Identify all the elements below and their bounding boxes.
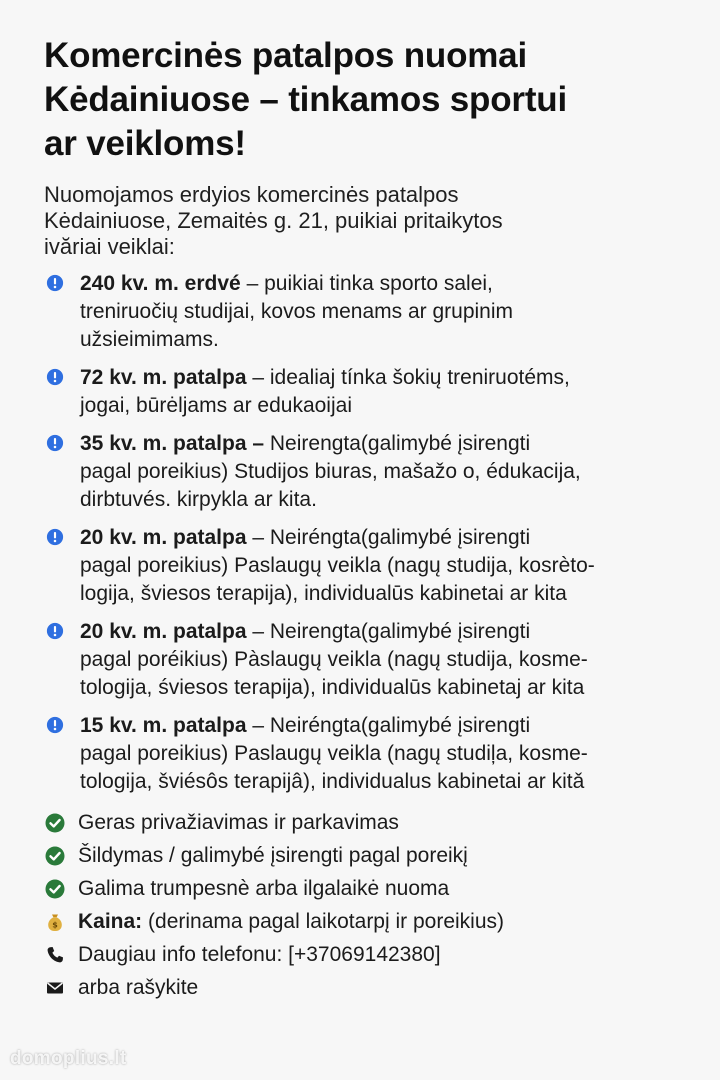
price-text (78, 910, 504, 934)
info-icon (44, 368, 66, 386)
features-list (44, 806, 696, 1004)
check-icon (44, 813, 66, 833)
unit-text: – idealiaj tínka šokių treniruotéms, (246, 366, 570, 389)
unit-description (80, 430, 581, 514)
unit-text: logija, šviesos terapija), individualūs kabinetai ar kita (80, 582, 567, 605)
info-icon (44, 274, 66, 292)
feature-item (44, 872, 696, 905)
unit-description (80, 618, 588, 702)
unit-description (80, 524, 595, 608)
list-item (44, 364, 696, 420)
title-line-3: ar veikloms! (44, 124, 246, 163)
list-item (44, 524, 696, 608)
site-watermark: domoplius.lt (10, 1048, 127, 1069)
check-icon (44, 846, 66, 866)
unit-text: – puikiai tinka sporto salei, (240, 272, 493, 295)
unit-description (80, 712, 588, 796)
unit-size: 72 kv. m. patalpa (80, 366, 247, 389)
unit-text: pagal poreikius) Paslaugų veikla (nagų studiļa, kosme- (80, 742, 588, 765)
feature-text: Galima trumpesnè arba ilgalaikė nuoma (78, 876, 450, 900)
unit-text: pagal poreikius) Paslaugų veikla (nagų studija, kosrèto- (80, 554, 595, 577)
unit-list (44, 270, 696, 796)
info-icon (44, 716, 66, 734)
title-line-2: Kėdainiuose – tinkamos sportui (44, 80, 567, 119)
feature-item (44, 839, 696, 872)
email-row (44, 971, 696, 1004)
info-icon (44, 528, 66, 546)
info-icon (44, 434, 66, 452)
intro-line-3: ivăriai veiklai: (44, 234, 175, 259)
unit-text: pagal poreikius) Studijos biuras, mašažo o, édukacija, (80, 460, 581, 483)
page-title (44, 34, 696, 166)
unit-text: tologija, šviésôs terapijâ), individualus kabinetai ar kitǎ (80, 770, 585, 793)
unit-text: – Neiréngta(galimybé įsirengti (246, 714, 531, 737)
unit-text: dirbtuvés. kirpykla ar kita. (80, 488, 317, 511)
feature-text: Geras privažiavimas ir parkavimas (78, 810, 399, 834)
email-text[interactable]: arba rašykite (78, 975, 199, 999)
price-value: (derinama pagal laikotarpį ir poreikius) (142, 909, 505, 933)
info-icon (44, 622, 66, 640)
title-line-1: Komercinės patalpos nuomai (44, 36, 527, 75)
phone-icon (44, 945, 66, 965)
unit-size: 20 kv. m. patalpa (80, 620, 247, 643)
unit-text: pagal poréikius) Pàslaugų veikla (nagų studija, kosme- (80, 648, 588, 671)
unit-text: tologija, śviesos terapija), individualūs kabinetaj ar kita (80, 676, 585, 699)
unit-text: – Neiréngta(galimybé įsirengti (246, 526, 531, 549)
price-label: Kaina: (78, 909, 143, 933)
price-row (44, 905, 696, 938)
unit-description (80, 270, 513, 354)
money-bag-icon (44, 912, 66, 932)
unit-text: jogai, būrėljams ar edukaoijai (80, 394, 352, 417)
unit-text: užsieimimams. (80, 328, 219, 351)
unit-size: 240 kv. m. erdvé (80, 272, 241, 295)
intro-line-2: Kėdainiuose, Zemaitės g. 21, puikiai pritaikytos (44, 208, 503, 233)
feature-text: Šildymas / galimybé įsirengti pagal poreikį (78, 843, 468, 867)
svg-text:$: $ (52, 920, 58, 929)
unit-description (80, 364, 570, 420)
list-item (44, 618, 696, 702)
list-item (44, 712, 696, 796)
phone-text[interactable]: Daugiau info telefonu: [+37069142380] (78, 942, 441, 966)
unit-text: treniruočių studijai, kovos menams ar grupinim (80, 300, 514, 323)
list-item (44, 270, 696, 354)
unit-size: 15 kv. m. patalpa (80, 714, 247, 737)
intro-line-1: Nuomojamos erdyios komercinės patalpos (44, 182, 459, 207)
phone-row (44, 938, 696, 971)
list-item (44, 430, 696, 514)
feature-item (44, 806, 696, 839)
unit-text: Neirengta(galimybé įsirengti (264, 432, 531, 455)
unit-size: 20 kv. m. patalpa (80, 526, 247, 549)
check-icon (44, 879, 66, 899)
unit-size: 35 kv. m. patalpa – (80, 432, 265, 455)
envelope-icon (44, 978, 66, 998)
intro-paragraph (44, 182, 696, 260)
unit-text: – Neirengta(galimybé įsirengti (246, 620, 531, 643)
